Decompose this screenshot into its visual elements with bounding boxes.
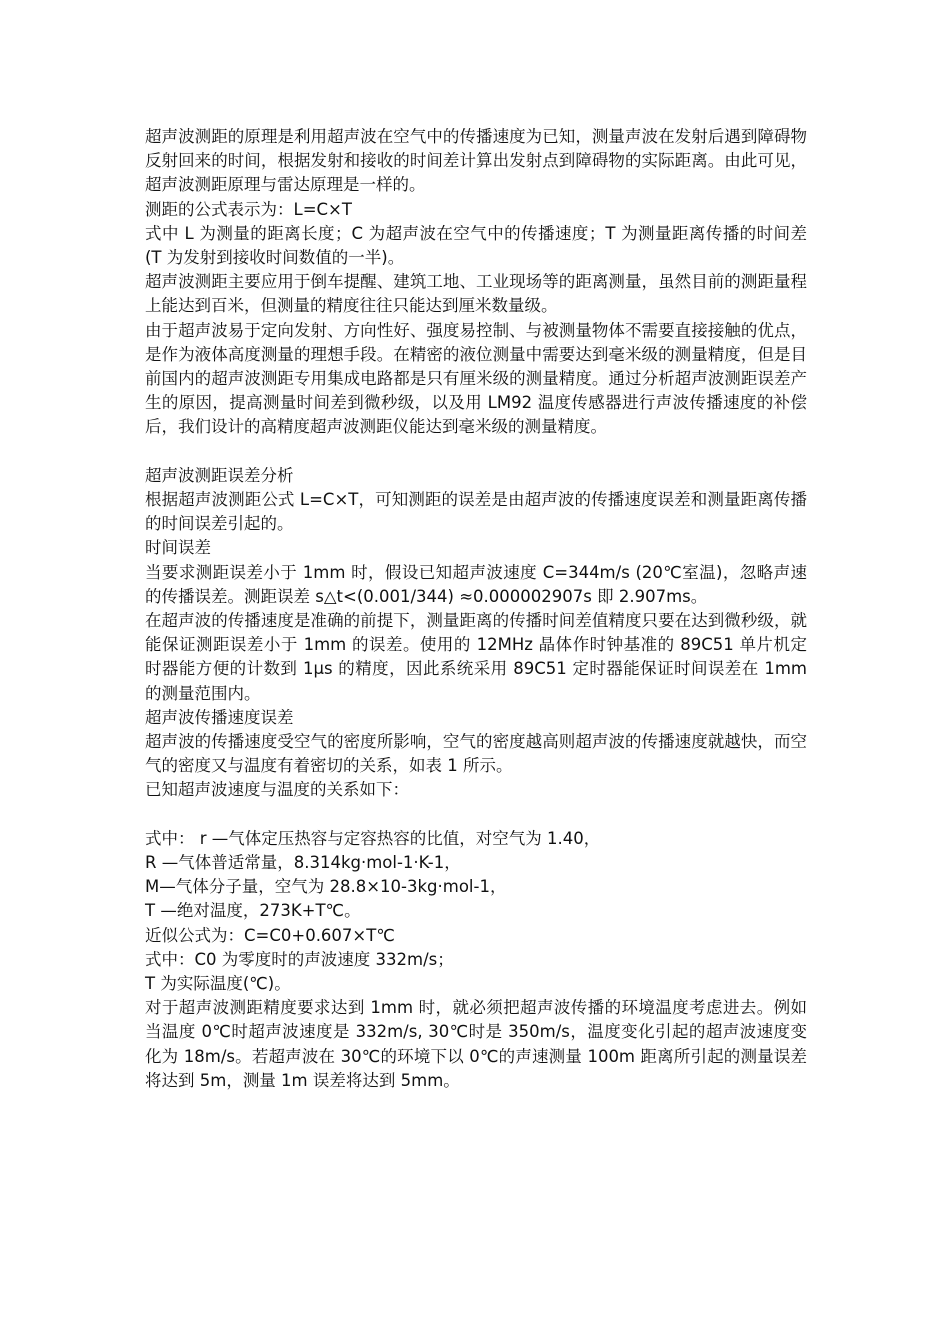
paragraph-error-source: 根据超声波测距公式 L=C×T，可知测距的误差是由超声波的传播速度误差和测量距离传播的时间误差引起的。 bbox=[145, 490, 807, 534]
paragraph-air-density: 超声波的传播速度受空气的密度所影响，空气的密度越高则超声波的传播速度就越快，而空气的密度又与温度有着密切的关系，如表 1 所示。 bbox=[145, 732, 807, 776]
paragraph-def-r: 式中： r —气体定压热容与定容热容的比值，对空气为 1.40， bbox=[145, 828, 601, 848]
subheading-time-error: 时间误差 bbox=[145, 538, 211, 558]
blank-line bbox=[145, 440, 807, 464]
paragraph-def-C0: 式中：C0 为零度时的声波速度 332m/s； bbox=[145, 949, 454, 969]
paragraph-formula: 测距的公式表示为：L=C×T bbox=[145, 199, 352, 219]
document-body bbox=[145, 125, 807, 1093]
paragraph-def-actual-temp: T 为实际温度(℃)。 bbox=[145, 974, 291, 994]
section-heading-error-analysis: 超声波测距误差分析 bbox=[145, 465, 294, 485]
paragraph-def-T: T —绝对温度，273K+T℃。 bbox=[145, 901, 361, 921]
paragraph-def-R: R —气体普适常量，8.314kg·mol-1·K-1， bbox=[145, 853, 461, 873]
paragraph-temperature-impact: 对于超声波测距精度要求达到 1mm 时，就必须把超声波传播的环境温度考虑进去。例如当温度 0℃时超声波速度是 332m/s, 30℃时是 350m/s，温度变化引起的超声波速度变化为 18m/s。若超声波在 30℃的环境下以 0℃的声速测量 100m 距离所引起的测量误差将达到 5m，测量 1m 误差将达到 5mm。 bbox=[145, 998, 807, 1090]
paragraph-applications: 超声波测距主要应用于倒车提醒、建筑工地、工业现场等的距离测量，虽然目前的测距量程上能达到百米，但测量的精度往往只能达到厘米数量级。 bbox=[145, 272, 807, 316]
paragraph-formula-terms: 式中 L 为测量的距离长度；C 为超声波在空气中的传播速度；T 为测量距离传播的时间差(T 为发射到接收时间数值的一半)。 bbox=[145, 223, 807, 268]
paragraph-principle: 超声波测距的原理是利用超声波在空气中的传播速度为已知，测量声波在发射后遇到障碍物反射回来的时间，根据发射和接收的时间差计算出发射点到障碍物的实际距离。由此可见，超声波测距原理与雷达原理是一样的。 bbox=[145, 127, 807, 195]
paragraph-speed-temp-relation: 已知超声波速度与温度的关系如下： bbox=[145, 780, 409, 800]
paragraph-approx-formula: 近似公式为：C=C0+0.607×T℃ bbox=[145, 925, 395, 945]
paragraph-advantages: 由于超声波易于定向发射、方向性好、强度易控制、与被测量物体不需要直接接触的优点，是作为液体高度测量的理想手段。在精密的液位测量中需要达到毫米级的测量精度，但是目前国内的超声波测距专用集成电路都是只有厘米级的测量精度。通过分析超声波测距误差产生的原因，提高测量时间差到微秒级，以及用 LM92 温度传感器进行声波传播速度的补偿后，我们设计的高精度超声波测距仪能达到毫米级的测量精度。 bbox=[145, 320, 807, 437]
paragraph-timer-precision: 在超声波的传播速度是准确的前提下，测量距离的传播时间差值精度只要在达到微秒级，就能保证测距误差小于 1mm 的误差。使用的 12MHz 晶体作时钟基准的 89C51 单片机定时器能方便的计数到 1μs 的精度，因此系统采用 89C51 定时器能保证时间误差在 1mm 的测量范围内。 bbox=[145, 611, 807, 703]
paragraph-time-error: 当要求测距误差小于 1mm 时，假设已知超声波速度 C=344m/s (20℃室温)，忽略声速的传播误差。测距误差 s△t<(0.001/344) ≈0.000002907s 即 2.907ms。 bbox=[145, 562, 807, 606]
blank-line bbox=[145, 803, 807, 827]
paragraph-def-M: M—气体分子量，空气为 28.8×10-3kg·mol-1， bbox=[145, 877, 507, 897]
subheading-speed-error: 超声波传播速度误差 bbox=[145, 707, 294, 727]
